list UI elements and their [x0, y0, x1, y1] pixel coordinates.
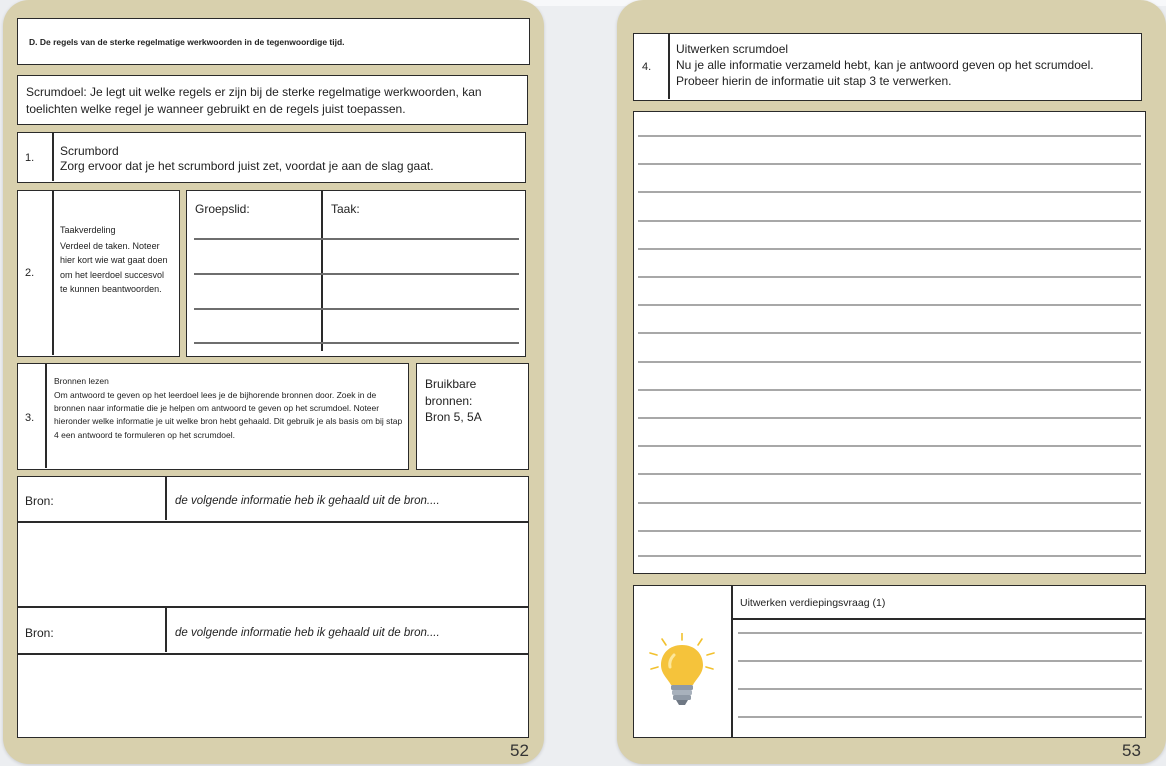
verdieping-title: Uitwerken verdiepingsvraag (1)	[740, 597, 886, 609]
verdieping-header	[732, 585, 1146, 619]
bron-answer-area[interactable]	[17, 522, 529, 607]
left-page	[3, 0, 544, 764]
step4-box	[633, 33, 1142, 101]
task-row-line[interactable]	[194, 273, 519, 275]
page-number: 52	[510, 741, 529, 760]
bron-row	[17, 476, 529, 522]
step4-line2: Probeer hierin de informatie uit stap 3 te verwerken.	[676, 74, 952, 88]
page-number: 53	[1122, 741, 1141, 760]
step4-number: 4.	[642, 61, 652, 73]
step4-title: Uitwerken scrumdoel	[676, 42, 789, 56]
scrumdoel-text: Scrumdoel: Je legt uit welke regels er zijn bij de sterke regelmatige werkwoorden, kan toelichten welke regel je wanneer gebruikt en de regels juist toepassen.	[26, 85, 482, 116]
right-page	[617, 0, 1166, 764]
step2-number: 2.	[25, 267, 35, 279]
step2-title: Taakverdeling	[60, 225, 116, 235]
task-row-line[interactable]	[194, 238, 519, 240]
sources-box	[416, 363, 529, 470]
scrumdoel-answer-area[interactable]	[633, 111, 1146, 574]
scrumdoel-box	[17, 75, 528, 125]
step1-text: Zorg ervoor dat je het scrumbord juist zet, voordat je aan de slag gaat.	[60, 159, 434, 173]
step4-line1: Nu je alle informatie verzameld hebt, kan je antwoord geven op het scrumdoel.	[676, 58, 1094, 72]
sources-value: Bron 5, 5A	[425, 410, 482, 424]
step3-text: Om antwoord te geven op het leerdoel lees je de bijhorende bronnen door. Zoek in de bronnen naar informatie die je helpen om antwoord te geven op het scrumdoel. Noteer hieronder welke informatie je uit welke bron hebt gehaald. Dit gebruik je als basis om bij stap 4 een antwoord te formuleren op het scrumdoel.	[54, 390, 403, 440]
verdieping-answer-area[interactable]	[732, 619, 1146, 738]
step2-text: Verdeel de taken. Noteer hier kort wie wat gaat doen om het leerdoel succesvol te kunnen beantwoorden.	[60, 241, 168, 295]
section-heading-box	[17, 18, 530, 65]
task-row-line[interactable]	[194, 308, 519, 310]
bron-prompt: de volgende informatie heb ik gehaald uit de bron....	[175, 627, 440, 639]
step3-number: 3.	[25, 412, 35, 424]
task-col-taak: Taak:	[331, 202, 360, 216]
bron-label: Bron:	[25, 626, 54, 640]
task-col-groepslid: Groepslid:	[195, 202, 250, 216]
bulb-box	[633, 585, 732, 738]
bron-row	[17, 607, 529, 654]
step1-title: Scrumbord	[60, 144, 119, 158]
sources-label: Bruikbare bronnen:	[425, 377, 477, 408]
bron-prompt: de volgende informatie heb ik gehaald uit de bron....	[175, 495, 440, 507]
bron-label: Bron:	[25, 494, 54, 508]
task-row-line[interactable]	[194, 342, 519, 344]
step3-title: Bronnen lezen	[54, 376, 109, 386]
step3-box	[17, 363, 409, 470]
section-heading: D. De regels van de sterke regelmatige werkwoorden in de tegenwoordige tijd.	[29, 37, 345, 47]
step1-box	[17, 132, 526, 183]
lightbulb-icon	[647, 633, 717, 709]
bron-answer-area[interactable]	[17, 654, 529, 738]
step1-number: 1.	[25, 152, 35, 164]
task-table	[186, 190, 526, 357]
step2-box	[17, 190, 180, 357]
